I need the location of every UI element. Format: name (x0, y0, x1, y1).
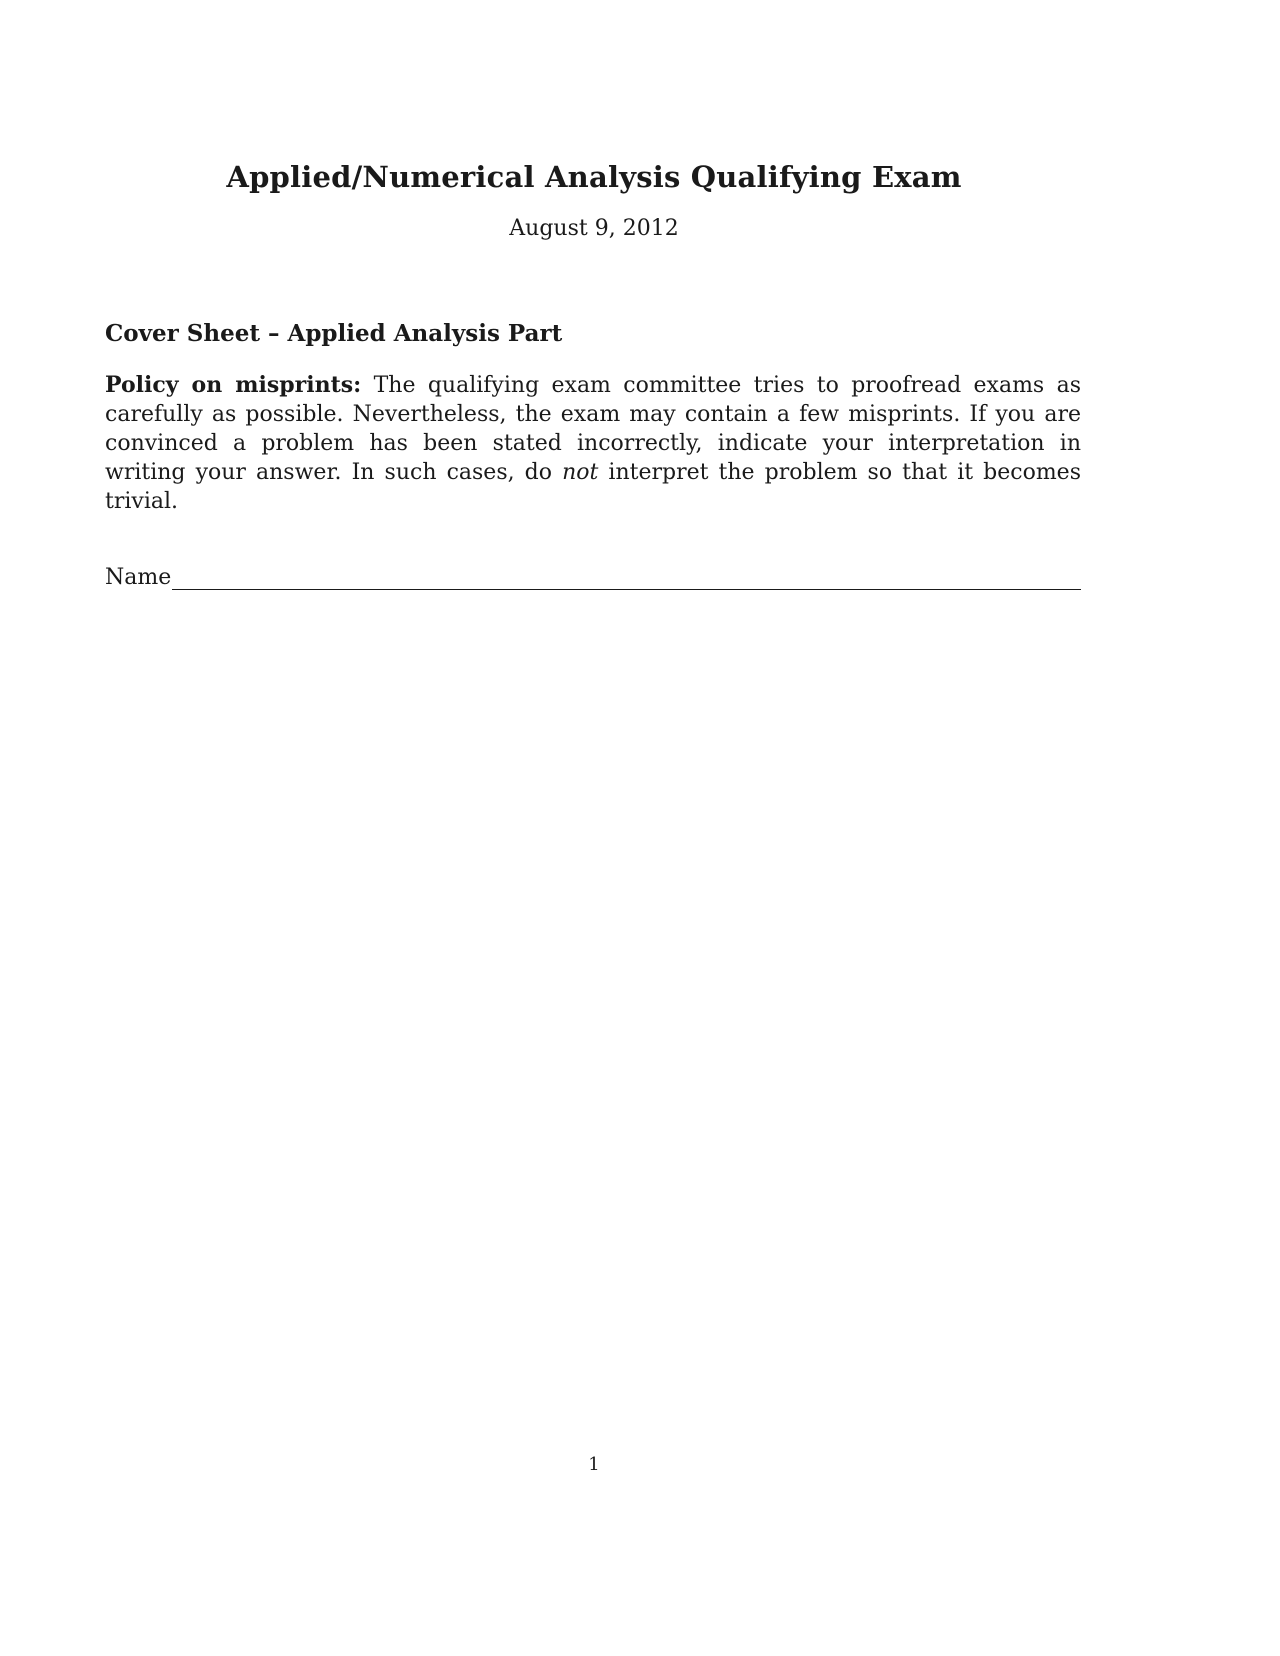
exam-date: August 9, 2012 (509, 216, 679, 241)
name-label: Name (105, 565, 172, 590)
policy-emphasis: not (562, 460, 599, 485)
misprint-policy-paragraph (105, 371, 1081, 516)
policy-text-part-2: interpret the problem so that it becomes trivial. (105, 460, 1081, 514)
section-heading: Cover Sheet – Applied Analysis Part (105, 320, 563, 347)
exam-title: Applied/Numerical Analysis Qualifying Exam (226, 160, 962, 194)
policy-lead: Policy on misprints: (105, 372, 362, 398)
page-number: 1 (588, 1454, 600, 1475)
name-field-row (105, 565, 1081, 590)
policy-text-part-1: The qualifying exam committee tries to proofread exams as carefully as possible. Nevertheless, the exam may contain a few misprints. If you are convinced a problem has been stated incorrectly, indicate your interpretation in writing your answer. In such cases, do (105, 373, 1081, 485)
name-blank-line[interactable] (172, 569, 1081, 590)
